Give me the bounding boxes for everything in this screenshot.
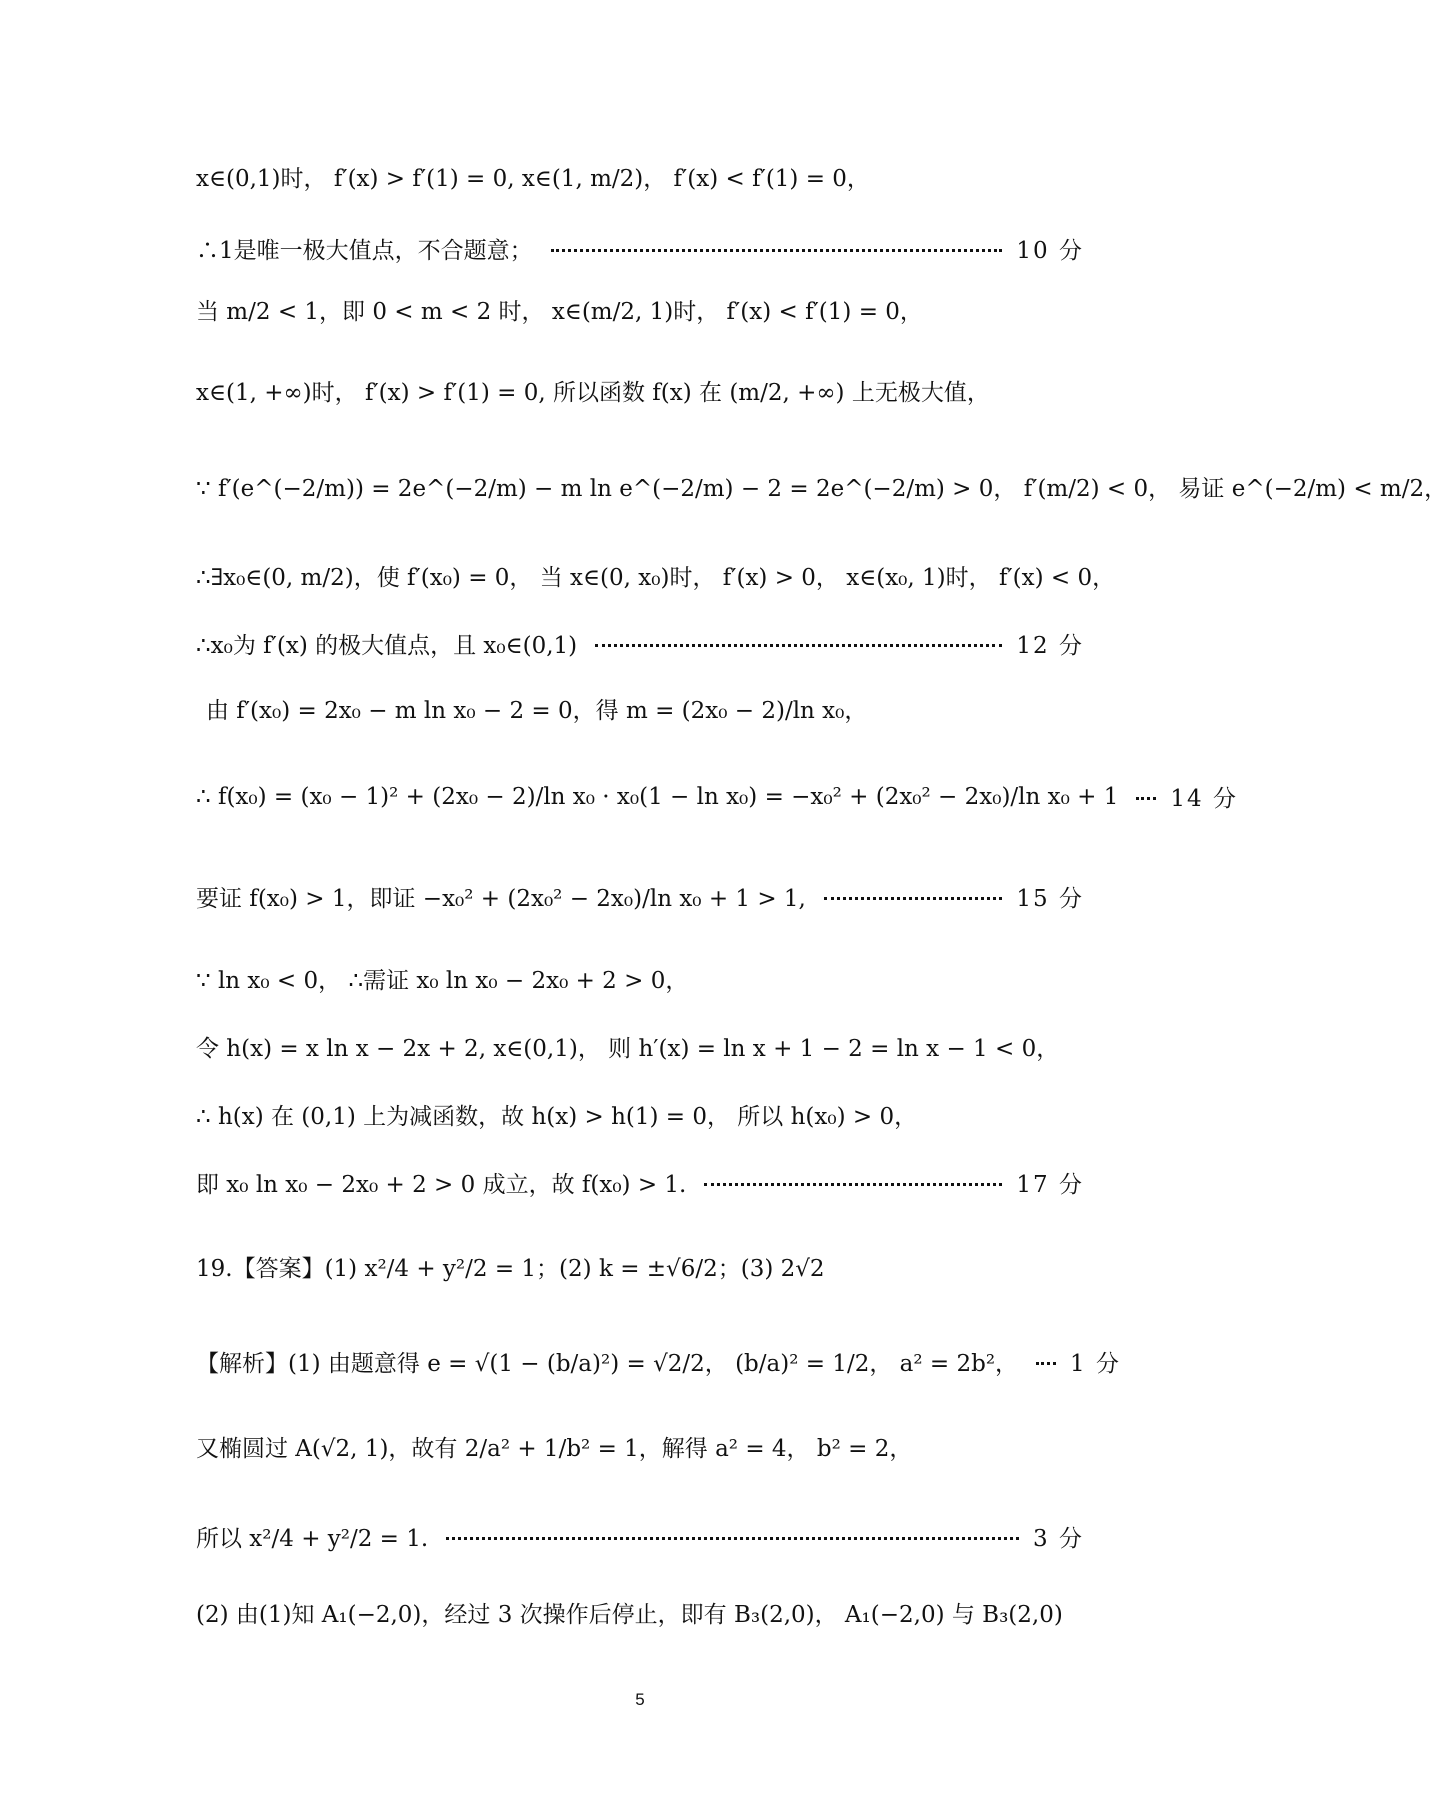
solution-line-10 [196,880,1084,913]
answer-line-19 [196,1250,1084,1283]
line-content: 又椭圆过 A(√2, 1)，故有 2/a² + 1/b² = 1，解得 a² = 4， b² = 2， [196,1436,913,1462]
line-content: ∴ f(x₀) = (x₀ − 1)² + (2x₀ − 2)/ln x₀ · x₀(1 − ln x₀) = −x₀² + (2x₀² − 2x₀)/ln x₀ + 1 [196,783,1119,810]
line-content: ∵ f′(e^(−2/m)) = 2e^(−2/m) − m ln e^(−2/m) − 2 = 2e^(−2/m) > 0， f′(m/2) < 0， 易证 e^(−2/m) < m/2， [196,476,1447,502]
line-content: 所以 x²/4 + y²/2 = 1. [196,1526,429,1552]
page-number: 5 [635,1690,645,1709]
solution-line-6 [196,559,1116,592]
analysis-line-2 [196,1430,1084,1463]
score-label: 15 分 [1016,886,1084,912]
line-content: ∴ h(x) 在 (0,1) 上为减函数，故 h(x) > h(1) = 0， 所以 h(x₀) > 0， [196,1104,918,1130]
score-label: 3 分 [1033,1526,1084,1552]
dot-leader [551,249,1003,252]
line-content: ∴∃x₀∈(0, m/2)，使 f′(x₀) = 0， 当 x∈(0, x₀)时， f′(x) > 0， x∈(x₀, 1)时， f′(x) < 0， [196,565,1116,591]
line-content: 19.【答案】(1) x²/4 + y²/2 = 1；(2) k = ±√6/2；(3) 2√2 [196,1256,825,1282]
line-content: 要证 f(x₀) > 1，即证 −x₀² + (2x₀² − 2x₀)/ln x₀ + 1 > 1, [196,886,806,912]
solution-line-8 [206,692,1084,725]
dot-leader [704,1183,1002,1186]
dot-leader [595,644,1002,647]
line-content: 当 m/2 < 1，即 0 < m < 2 时， x∈(m/2, 1)时， f′(x) < f′(1) = 0， [196,299,923,325]
score-label: 17 分 [1016,1172,1084,1198]
solution-line-3 [196,293,1084,326]
solution-line-5 [196,470,1447,503]
line-content: x∈(1, +∞)时， f′(x) > f′(1) = 0, 所以函数 f(x) 在 (m/2, +∞) 上无极大值， [196,380,990,406]
solution-line-11 [196,962,1084,995]
solution-line-7 [196,627,1084,660]
line-content: (2) 由(1)知 A₁(−2,0)，经过 3 次操作后停止，即有 B₃(2,0)， A₁(−2,0) 与 B₃(2,0) [196,1602,1063,1628]
dot-leader [1136,797,1156,800]
line-content: 【解析】(1) 由题意得 e = √(1 − (b/a)²) = √2/2， (b/a)² = 1/2， a² = 2b²， [196,1351,1019,1377]
solution-line-14 [196,1166,1084,1199]
solution-line-12 [196,1030,1084,1063]
line-content: 由 f′(x₀) = 2x₀ − m ln x₀ − 2 = 0，得 m = (2x₀ − 2)/ln x₀， [206,698,868,724]
dot-leader [446,1537,1019,1540]
line-content: 即 x₀ ln x₀ − 2x₀ + 2 > 0 成立，故 f(x₀) > 1. [196,1172,687,1198]
line-content: x∈(0,1)时， f′(x) > f′(1) = 0, x∈(1, m/2)， f′(x) < f′(1) = 0， [196,166,870,192]
line-content: ∴1是唯一极大值点，不合题意； [196,238,533,264]
analysis-line-4 [196,1596,1084,1629]
analysis-line-1 [196,1345,1121,1378]
line-content: ∴x₀为 f′(x) 的极大值点，且 x₀∈(0,1) [196,633,578,659]
solution-line-9 [196,780,1238,813]
score-label: 1 分 [1070,1351,1121,1377]
solution-line-4 [196,374,1084,407]
dot-leader [824,897,1003,900]
solution-line-13 [196,1098,1084,1131]
solution-line-1 [196,160,1084,193]
analysis-line-3 [196,1520,1084,1553]
solution-line-2 [196,232,1084,265]
line-content: 令 h(x) = x ln x − 2x + 2, x∈(0,1)， 则 h′(x) = ln x + 1 − 2 = ln x − 1 < 0， [196,1036,1060,1062]
line-content: ∵ ln x₀ < 0， ∴需证 x₀ ln x₀ − 2x₀ + 2 > 0， [196,968,689,994]
score-label: 10 分 [1016,238,1084,264]
score-label: 12 分 [1016,633,1084,659]
score-label: 14 分 [1170,786,1238,812]
dot-leader [1036,1362,1056,1365]
